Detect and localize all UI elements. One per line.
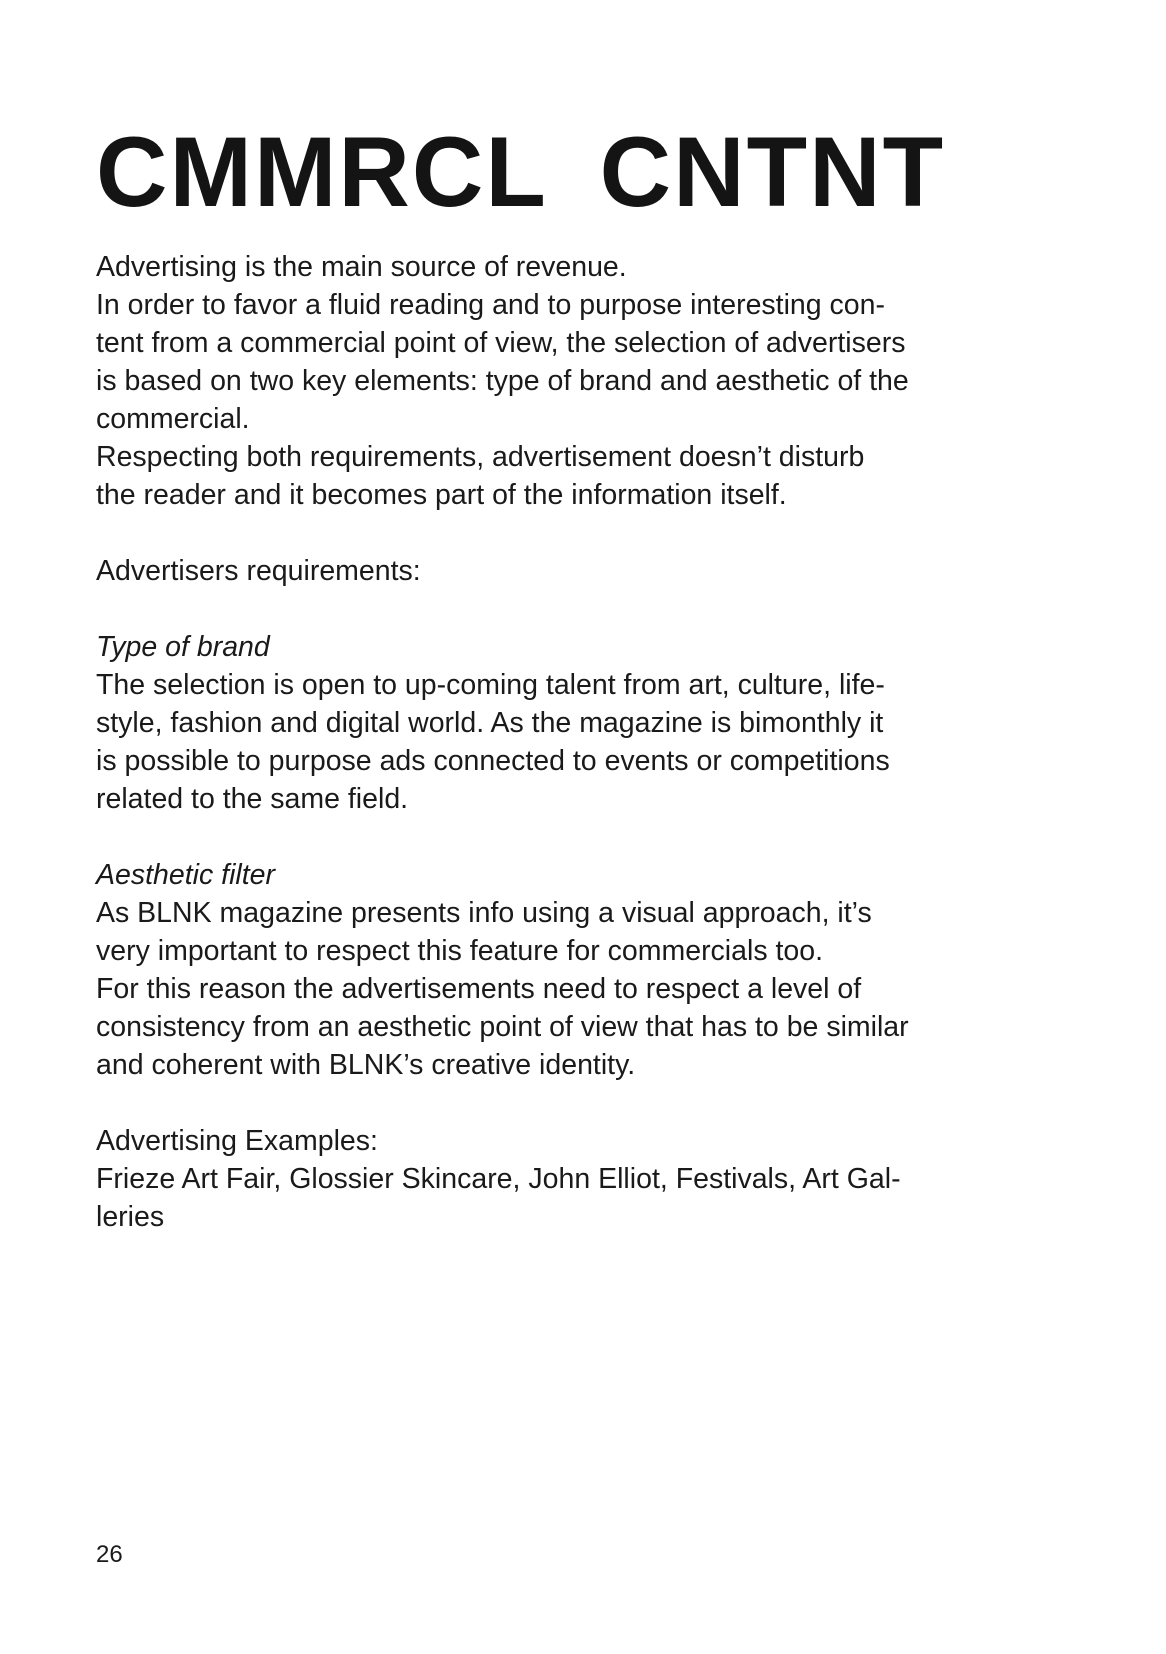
aesthetic-filter-line: consistency from an aesthetic point of view that has to be similar — [96, 1011, 909, 1043]
type-of-brand-section — [96, 628, 1056, 818]
intro-line: is based on two key elements: type of brand and aesthetic of the — [96, 365, 909, 397]
aesthetic-filter-line: and coherent with BLNK’s creative identity. — [96, 1049, 636, 1081]
paragraph-gap — [96, 818, 1056, 856]
paragraph-gap — [96, 514, 1056, 552]
type-of-brand-line: related to the same field. — [96, 783, 409, 815]
aesthetic-filter-line: For this reason the advertisements need to respect a level of — [96, 973, 862, 1005]
examples-heading: Advertising Examples: — [96, 1125, 378, 1157]
examples-line: leries — [96, 1201, 165, 1233]
requirements-heading: Advertisers requirements: — [96, 555, 421, 587]
aesthetic-filter-line: As BLNK magazine presents info using a visual approach, it’s — [96, 897, 872, 929]
aesthetic-filter-line: very important to respect this feature for commercials too. — [96, 935, 824, 967]
aesthetic-filter-heading: Aesthetic filter — [96, 859, 275, 891]
page-title: CMMRCL CNTNT — [96, 116, 946, 227]
intro-line: tent from a commercial point of view, the selection of advertisers — [96, 327, 906, 359]
examples-section — [96, 1122, 1056, 1236]
paragraph-gap — [96, 1084, 1056, 1122]
intro-line: Respecting both requirements, advertisement doesn’t disturb — [96, 441, 865, 473]
page-number: 26 — [96, 1541, 123, 1568]
paragraph-gap — [96, 590, 1056, 628]
type-of-brand-line: style, fashion and digital world. As the magazine is bimonthly it — [96, 707, 884, 739]
intro-line: Advertising is the main source of revenue. — [96, 251, 627, 283]
intro-line: In order to favor a fluid reading and to purpose interesting con- — [96, 289, 885, 321]
intro-line: the reader and it becomes part of the information itself. — [96, 479, 787, 511]
aesthetic-filter-section — [96, 856, 1056, 1084]
type-of-brand-line: is possible to purpose ads connected to events or competitions — [96, 745, 890, 777]
type-of-brand-line: The selection is open to up-coming talent from art, culture, life- — [96, 669, 885, 701]
intro-paragraph — [96, 248, 1056, 514]
intro-line: commercial. — [96, 403, 250, 435]
body-text — [96, 248, 1056, 1236]
type-of-brand-heading: Type of brand — [96, 631, 270, 663]
examples-line: Frieze Art Fair, Glossier Skincare, John Elliot, Festivals, Art Gal- — [96, 1163, 901, 1195]
